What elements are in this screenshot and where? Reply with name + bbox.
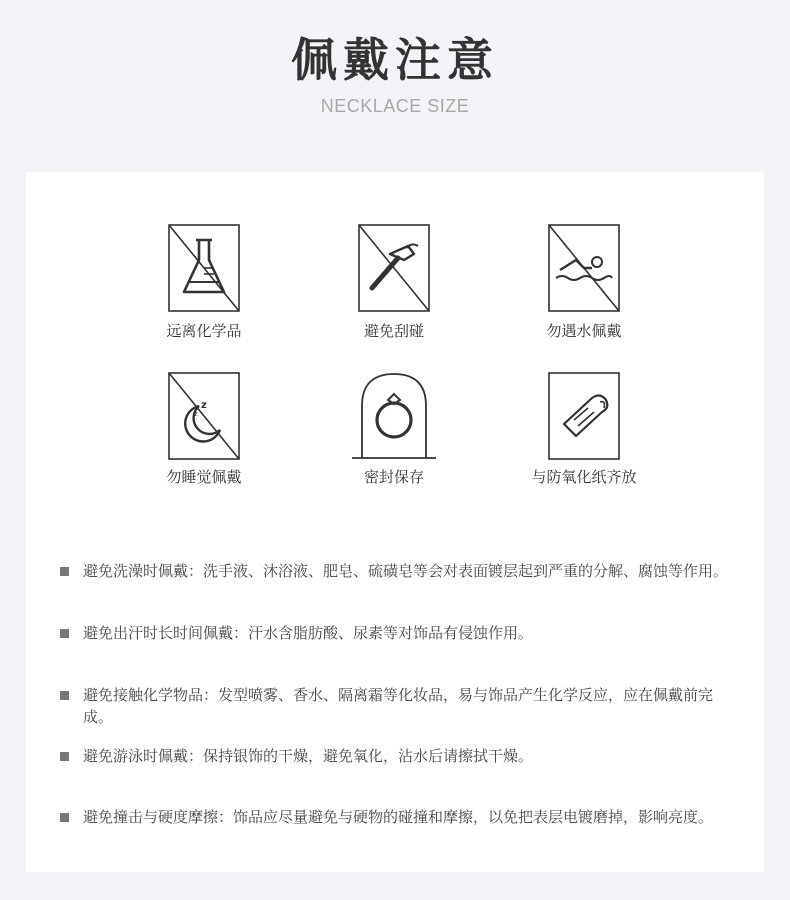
- square-bullet-icon: [60, 629, 69, 638]
- square-bullet-icon: [60, 567, 69, 576]
- square-bullet-icon: [60, 752, 69, 761]
- sealed-ring-icon: [294, 372, 494, 462]
- icon-label: 勿睡觉佩戴: [166, 468, 242, 486]
- paper-wrap-icon: [484, 372, 684, 462]
- no-sleeping-icon: [104, 372, 304, 462]
- icon-label: 密封保存: [363, 468, 424, 486]
- icon-item-chemicals: [104, 224, 304, 344]
- note-text: 避免出汗时长时间佩戴：汗水含脂肪酸、尿素等对饰品有侵蚀作用。: [83, 624, 534, 642]
- note-text: 避免接触化学物品：发型喷雾、香水、隔离霜等化妆品，易与饰品产生化学反应，应在佩戴前完成。: [83, 686, 714, 726]
- no-chemicals-icon: [104, 224, 304, 314]
- icon-item-sleeping: [104, 372, 304, 492]
- icon-item-sealed: [294, 372, 494, 492]
- icon-item-paper: [484, 372, 684, 492]
- note-text: 避免洗澡时佩戴：洗手液、沐浴液、肥皂、硫磺皂等会对表面镀层起到严重的分解、腐蚀等作用。: [83, 562, 729, 580]
- icon-item-hammer: [294, 224, 494, 344]
- no-swimming-icon: [484, 224, 684, 314]
- icon-label: 远离化学品: [166, 322, 242, 340]
- square-bullet-icon: [60, 691, 69, 700]
- page-subtitle: NECKLACE SIZE: [320, 96, 470, 116]
- page-title: 佩戴注意: [291, 33, 499, 87]
- icon-item-swimming: [484, 224, 684, 344]
- square-bullet-icon: [60, 813, 69, 822]
- note-text: 避免游泳时佩戴：保持银饰的干燥，避免氧化，沾水后请擦拭干燥。: [83, 747, 534, 765]
- no-hammer-icon: [294, 224, 494, 314]
- svg-text:z: z: [201, 400, 207, 411]
- care-instructions-card: [26, 172, 764, 872]
- icon-label: 勿遇水佩戴: [546, 322, 622, 340]
- icon-label: 避免刮碰: [363, 322, 424, 340]
- icon-label: 与防氧化纸齐放: [531, 468, 637, 486]
- header: [0, 0, 790, 170]
- svg-text:z: z: [194, 410, 198, 418]
- note-text: 避免撞击与硬度摩擦：饰品应尽量避免与硬物的碰撞和摩擦，以免把表层电镀磨掉，影响亮度。: [83, 808, 714, 826]
